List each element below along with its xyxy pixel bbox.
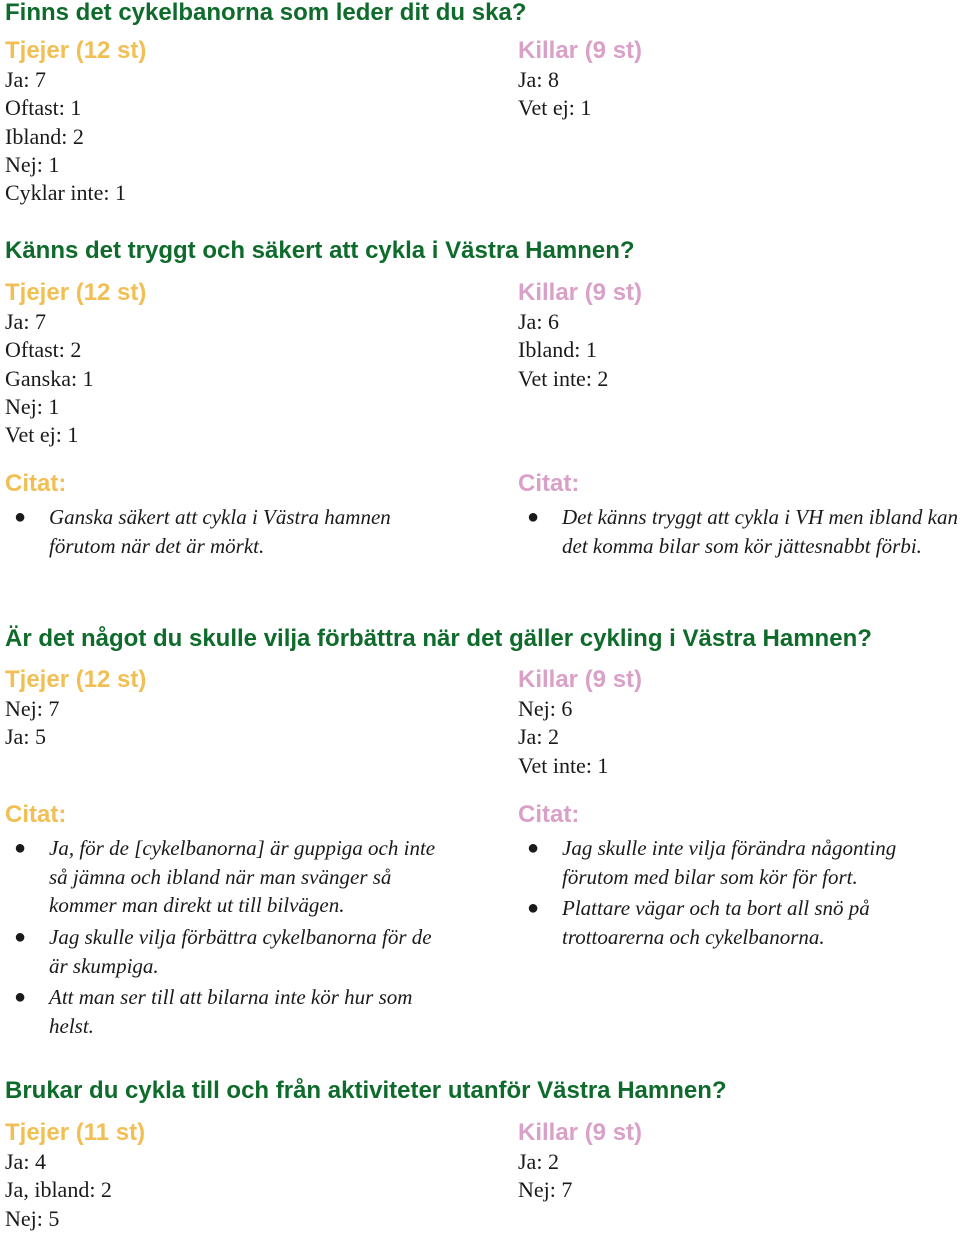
quote-text: Det känns tryggt att cykla i VH men ibland kan det komma bilar som kör jättesnabbt förbi.	[562, 505, 958, 559]
answer-line: Ibland: 1	[518, 337, 597, 363]
answer-line: Nej: 7	[518, 1177, 573, 1203]
answer-line: Vet inte: 1	[518, 752, 609, 778]
answer-line: Cyklar inte: 1	[5, 180, 126, 206]
answer-line: Ja, ibland: 2	[5, 1177, 112, 1203]
girls-column	[5, 36, 445, 207]
answer-line: Nej: 1	[5, 393, 60, 419]
bullet-dot-icon: ●	[14, 836, 27, 859]
bullet-dot-icon: ●	[527, 836, 540, 859]
boys-header: Killar (9 st)	[518, 279, 643, 306]
boys-column	[518, 1118, 958, 1205]
question-heading: Finns det cykelbanorna som leder dit du ska?	[5, 0, 527, 26]
quote-item	[518, 834, 958, 891]
girls-header: Tjejer (12 st)	[5, 279, 147, 306]
boys-column	[518, 665, 958, 955]
girls-column	[5, 665, 445, 1044]
answer-line: Oftast: 2	[5, 337, 82, 363]
bullet-dot-icon: ●	[527, 897, 540, 920]
girls-column	[5, 278, 445, 564]
boys-header: Killar (9 st)	[518, 666, 643, 693]
answer-line: Ja: 2	[518, 724, 559, 750]
quote-list	[5, 503, 445, 560]
quote-item	[518, 894, 958, 951]
quote-text: Jag skulle inte vilja förändra någonting förutom med bilar som kör för fort.	[562, 835, 897, 889]
answer-line: Nej: 1	[5, 151, 60, 177]
girls-column	[5, 1118, 445, 1233]
boys-column	[518, 278, 958, 564]
quote-item	[518, 503, 958, 560]
quote-item	[5, 923, 445, 980]
quote-list	[518, 503, 958, 560]
quote-item	[5, 983, 445, 1040]
answer-line: Ibland: 2	[5, 123, 84, 149]
answer-line: Ja: 6	[518, 309, 559, 334]
quote-item	[5, 503, 445, 560]
answer-line: Vet inte: 2	[518, 365, 609, 391]
answer-line: Oftast: 1	[5, 95, 82, 121]
bullet-dot-icon: ●	[527, 506, 540, 529]
citat-label: Citat:	[518, 470, 580, 498]
answer-line: Ja: 8	[518, 67, 559, 92]
question-heading: Är det något du skulle vilja förbättra när det gäller cykling i Västra Hamnen?	[5, 625, 872, 652]
quote-text: Jag skulle vilja förbättra cykelbanorna för de är skumpiga.	[49, 925, 432, 978]
girls-header: Tjejer (12 st)	[5, 37, 147, 64]
answer-line: Ja: 4	[5, 1149, 46, 1174]
bullet-dot-icon: ●	[14, 926, 27, 948]
answer-line: Vet ej: 1	[5, 422, 79, 448]
citat-label: Citat:	[518, 800, 580, 828]
citat-label: Citat:	[5, 800, 67, 828]
quote-list	[5, 834, 445, 1041]
quote-text: Att man ser till att bilarna inte kör hur som helst.	[49, 985, 413, 1039]
quote-text: Plattare vägar och ta bort all snö på trottoarerna och cykelbanorna.	[562, 896, 870, 949]
quote-text: Ganska säkert att cykla i Västra hamnen förutom när det är mörkt.	[49, 505, 391, 559]
answer-line: Vet ej: 1	[518, 95, 592, 121]
quote-item	[5, 834, 445, 920]
answer-line: Nej: 6	[518, 696, 573, 721]
quote-text: Ja, för de [cykelbanorna] är guppiga och inte så jämna och ibland när man svänger så kommer man direkt ut till bilvägen.	[49, 835, 436, 918]
answer-line: Ja: 7	[5, 67, 46, 92]
boys-column	[518, 36, 958, 123]
answer-line: Ganska: 1	[5, 365, 94, 391]
boys-header: Killar (9 st)	[518, 37, 643, 64]
answer-line: Nej: 5	[5, 1205, 60, 1231]
answer-line: Nej: 7	[5, 696, 60, 721]
answer-line: Ja: 2	[518, 1149, 559, 1174]
answer-line: Ja: 5	[5, 724, 46, 750]
quote-list	[518, 834, 958, 952]
answer-line: Ja: 7	[5, 309, 46, 334]
bullet-dot-icon: ●	[14, 506, 27, 529]
girls-header: Tjejer (12 st)	[5, 666, 147, 693]
bullet-dot-icon: ●	[14, 986, 27, 1009]
question-heading: Brukar du cykla till och från aktiviteter utanför Västra Hamnen?	[5, 1077, 727, 1104]
girls-header: Tjejer (11 st)	[5, 1119, 146, 1146]
citat-label: Citat:	[5, 470, 67, 498]
question-heading: Känns det tryggt och säkert att cykla i Västra Hamnen?	[5, 237, 635, 264]
boys-header: Killar (9 st)	[518, 1119, 643, 1146]
